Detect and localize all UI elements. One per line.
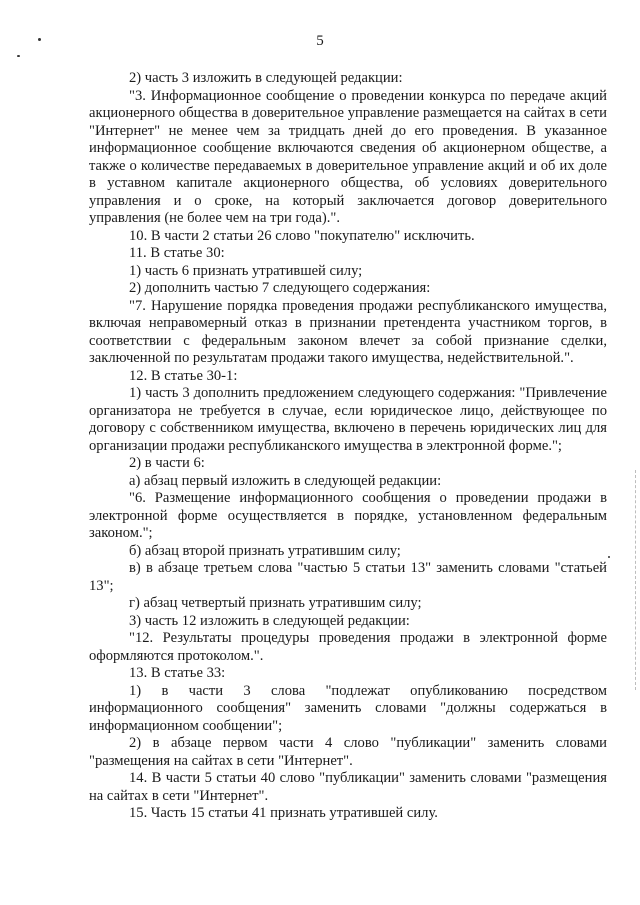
paragraph: в) в абзаце третьем слова "частью 5 статьи 13" заменить словами "статьей 13"; [89,560,607,594]
paragraph: 2) в части 6: [129,455,205,471]
paragraph: 14. В части 5 статьи 40 слово "публикации" заменить словами "размещения на сайтах в сети "Интернет". [89,770,607,804]
page-number: 5 [316,33,324,49]
paragraph: 3) часть 12 изложить в следующей редакции: [129,612,410,629]
scan-edge-marks [634,470,636,690]
paragraph: а) абзац первый изложить в следующей редакции: [129,472,442,489]
paragraph: 1) часть 3 дополнить предложением следующего содержания: "Привлечение организатора не требуется в случае, если юридическое лицо, действующее по договору с собственником имущества, включено в перечень юридических лиц для организации продажи республиканского имущества в электронной форме."; [89,385,607,454]
paragraph: б) абзац второй признать утратившим силу; [129,542,401,559]
paragraph: г) абзац четвертый признать утратившим силу; [129,595,422,611]
paragraph: 15. Часть 15 статьи 41 признать утратившей силу. [129,805,438,821]
paragraph: 10. В части 2 статьи 26 слово "покупателю" исключить. [129,227,475,244]
paragraph: 11. В статье 30: [129,245,225,261]
paragraph: 13. В статье 33: [129,665,226,681]
paragraph: 2) дополнить частью 7 следующего содержания: [129,280,431,296]
paragraph: "6. Размещение информационного сообщения о проведении продажи в электронной форме осуществляется в порядке, установленном федеральным законом."; [89,490,607,541]
paragraph: 12. В статье 30-1: [129,367,238,384]
paragraph: "12. Результаты процедуры проведения продажи в электронной форме оформляются протоколом.". [89,630,607,664]
scan-speck [608,556,610,558]
scan-speck [17,55,20,57]
paragraph: 1) в части 3 слова "подлежат опубликованию посредством информационного сообщения" заменить словами "должны содержаться в информационном сообщении"; [89,682,607,734]
document-body [89,70,607,823]
paragraph: "7. Нарушение порядка проведения продажи республиканского имущества, включая неправомерный отказ в признании претендента участником торгов, в соответствии с федеральным законом влечет за собой признание сделки, заключенной по результатам продажи такого имущества, недействительной.". [89,297,607,366]
paragraph: 2) часть 3 изложить в следующей редакции: [129,70,403,86]
paragraph: 1) часть 6 признать утратившей силу; [129,262,363,279]
paragraph: "3. Информационное сообщение о проведении конкурса по передаче акций акционерного общества в доверительное управление размещается на сайтах в сети "Интернет" не менее чем за тридцать дней до его проведения. В указанное информационное сообщение включаются сведения об акционерном обществе, а также о количестве передаваемых в доверительное управление акций и об их доле в уставном капитале акционерного общества, об условиях доверительного управления и о сроке, на который заключается договор доверительного управления (не более чем на три года).". [89,87,607,226]
paragraph: 2) в абзаце первом части 4 слово "публикации" заменить словами "размещения на сайтах в сети "Интернет". [89,735,607,769]
